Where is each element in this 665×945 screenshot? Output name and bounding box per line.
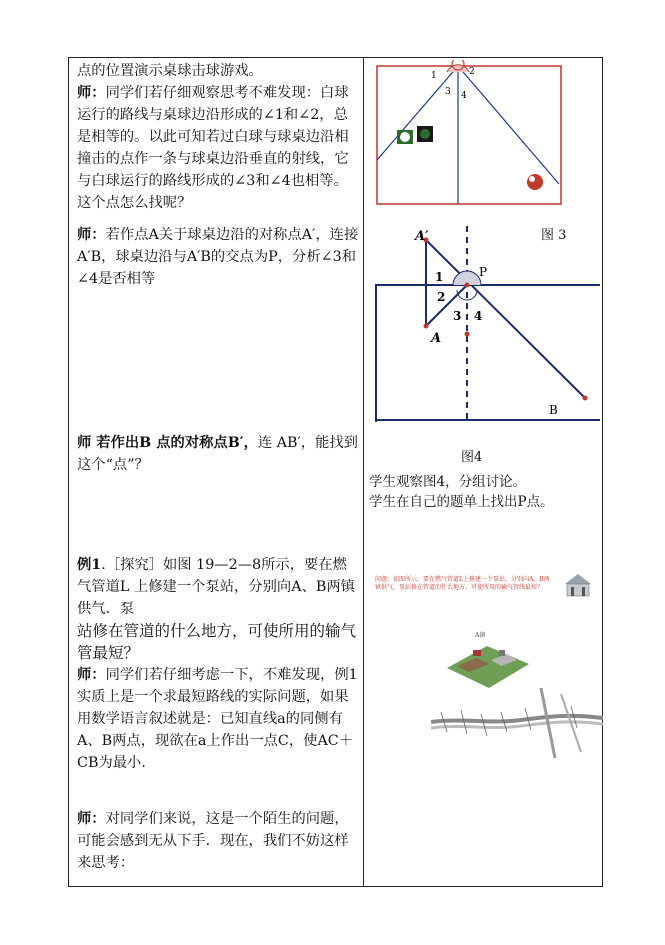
example-statement: 例1.［探究］如图 19—2—8所示，要在燃气管道L 上修建一个泵站，分别向A、B两镇供气．泵 (77, 557, 355, 617)
slide-town-label: A镇 (475, 632, 486, 639)
angle-label-1: 1 (431, 71, 437, 81)
example-statement-2: 站修在管道的什么地方，可使所用的输气管最短？ (77, 622, 357, 662)
figure-4-caption: 图4 (461, 450, 483, 465)
label-a-prime: A′ (415, 229, 429, 244)
paragraph-3 (77, 432, 359, 476)
paragraph-2 (77, 224, 359, 290)
angle-label-2: 2 (469, 67, 475, 77)
angle-label-4: 4 (461, 91, 467, 101)
pipeline-sketch (431, 688, 603, 758)
angle-3: 3 (453, 309, 462, 323)
town-illustration (447, 640, 529, 690)
figure-3-caption: 图 3 (541, 228, 567, 243)
label-b: B (549, 403, 558, 417)
angle-label-3: 3 (445, 87, 451, 97)
intro-line: 点的位置演示桌球击球游戏。 (77, 63, 263, 79)
red-ball-icon (527, 174, 543, 190)
teacher-remark-4: 师：同学们若仔细考虑一下，不难发现，例1实质上是一个求最短路线的实际问题，如果用数学语言叙述就是：已知直线a的同侧有A、B两点，现欲在a上作出一点C，使AC＋CB为最小． (77, 667, 358, 771)
teacher-remark-1: 师：同学们若仔细观察思考不难发现：白球运行的路线与桌球边沿形成的∠1和∠2，总是相等的。以此可知若过白球与球桌边沿相撞击的点作一条与球桌边沿垂直的射线，它与白球运行的路线形成的∠3和∠4也相等。这个点怎么找呢？ (77, 85, 349, 211)
discussion-line-1: 学生观察图4，分组讨论。 (369, 474, 527, 490)
angle-4: 4 (474, 309, 483, 323)
discussion-line-2: 学生在自己的题单上找出P点。 (369, 494, 554, 510)
example-1 (77, 554, 359, 774)
student-discussion (369, 472, 599, 512)
teacher-remark-2: 师：若作点A关于球桌边沿的对称点A′，连接A′B，球桌边沿与A′B的交点为P，分析∠3和∠4是否相等 (77, 227, 359, 287)
angle-1: 1 (435, 270, 444, 284)
building-icon (561, 572, 595, 600)
teacher-remark-3: 师 若作出B 点的对称点B′，连 AB′，能找到这个“点”？ (77, 435, 358, 473)
label-a: A (431, 331, 442, 346)
angle-2: 2 (437, 290, 446, 304)
column-divider (363, 58, 364, 886)
problem-slide (371, 554, 603, 780)
figure-4-reflection (375, 226, 600, 422)
a-prime-to-b (426, 240, 585, 398)
label-p: P (479, 265, 488, 279)
paragraph-6 (77, 808, 359, 874)
paragraph-1 (77, 60, 359, 214)
slide-text: 问题：如图所示，要在燃气管道L上修建一个泵站，分别向A、B两镇供气，泵站修在管道的什么地方，可使所用的输气管线最短？ (375, 576, 550, 591)
teacher-remark-5: 师：对同学们来说，这是一个陌生的问题，可能会感到无从下手．现在，我们不妨这样来思考： (77, 811, 349, 871)
lesson-table (68, 57, 603, 887)
figure-3-billiard (375, 60, 565, 208)
